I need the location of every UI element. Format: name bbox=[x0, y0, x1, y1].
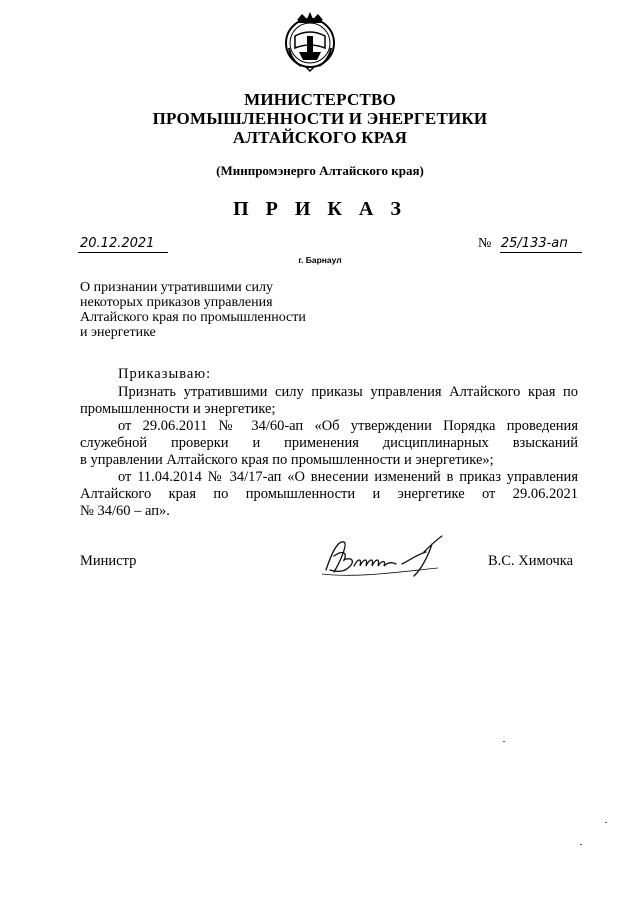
ministry-name bbox=[0, 90, 640, 147]
paragraph-line: служебной проверки и применения дисциплинарных взысканий bbox=[80, 435, 578, 451]
subject-line: Алтайского края по промышленности bbox=[80, 310, 306, 325]
order-paragraph-3 bbox=[80, 469, 578, 520]
paragraph-line: Алтайского края по промышленности и энергетике от 29.06.2021 bbox=[80, 486, 578, 502]
paragraph-line: № 34/60 – ап». bbox=[80, 503, 170, 519]
paragraph-line: Признать утратившими силу приказы управления Алтайского края по bbox=[118, 384, 578, 400]
subject-line: и энергетике bbox=[80, 325, 156, 340]
scan-speck bbox=[580, 844, 582, 845]
order-paragraph-2 bbox=[80, 418, 578, 469]
order-paragraph-1 bbox=[80, 384, 578, 418]
document-type-title: П Р И К А З bbox=[233, 198, 407, 220]
city-label: г. Барнаул bbox=[298, 255, 342, 265]
number-underline bbox=[500, 252, 582, 253]
ministry-line: МИНИСТЕРСТВО bbox=[244, 90, 396, 109]
coat-of-arms-emblem bbox=[277, 8, 343, 74]
paragraph-line: промышленности и энергетике; bbox=[80, 401, 276, 417]
order-word: Приказываю: bbox=[118, 366, 212, 382]
handwritten-signature bbox=[318, 532, 468, 580]
subject-line: О признании утратившими силу bbox=[80, 280, 273, 295]
signer-name: В.С. Химочка bbox=[488, 553, 574, 569]
order-date: 20.12.2021 bbox=[80, 236, 155, 251]
order-number: 25/133-ап bbox=[500, 236, 568, 251]
paragraph-line: от 29.06.2011 № 34/60-ап «Об утверждении Порядка проведения bbox=[118, 418, 578, 434]
ministry-short-name: (Минпромэнерго Алтайского края) bbox=[216, 163, 424, 178]
signer-title: Министр bbox=[80, 553, 137, 569]
scan-speck bbox=[503, 741, 505, 742]
order-number-block bbox=[478, 236, 568, 252]
date-underline bbox=[78, 252, 168, 253]
paragraph-line: в управлении Алтайского края по промышленности и энергетике»; bbox=[80, 452, 494, 468]
order-subject bbox=[80, 280, 306, 340]
number-prefix: № bbox=[478, 236, 492, 251]
scan-speck bbox=[605, 822, 607, 823]
ministry-line: ПРОМЫШЛЕННОСТИ И ЭНЕРГЕТИКИ bbox=[152, 109, 488, 128]
ministry-line: АЛТАЙСКОГО КРАЯ bbox=[232, 128, 408, 147]
paragraph-line: от 11.04.2014 № 34/17-ап «О внесении изменений в приказ управления bbox=[118, 469, 578, 485]
subject-line: некоторых приказов управления bbox=[80, 295, 273, 310]
